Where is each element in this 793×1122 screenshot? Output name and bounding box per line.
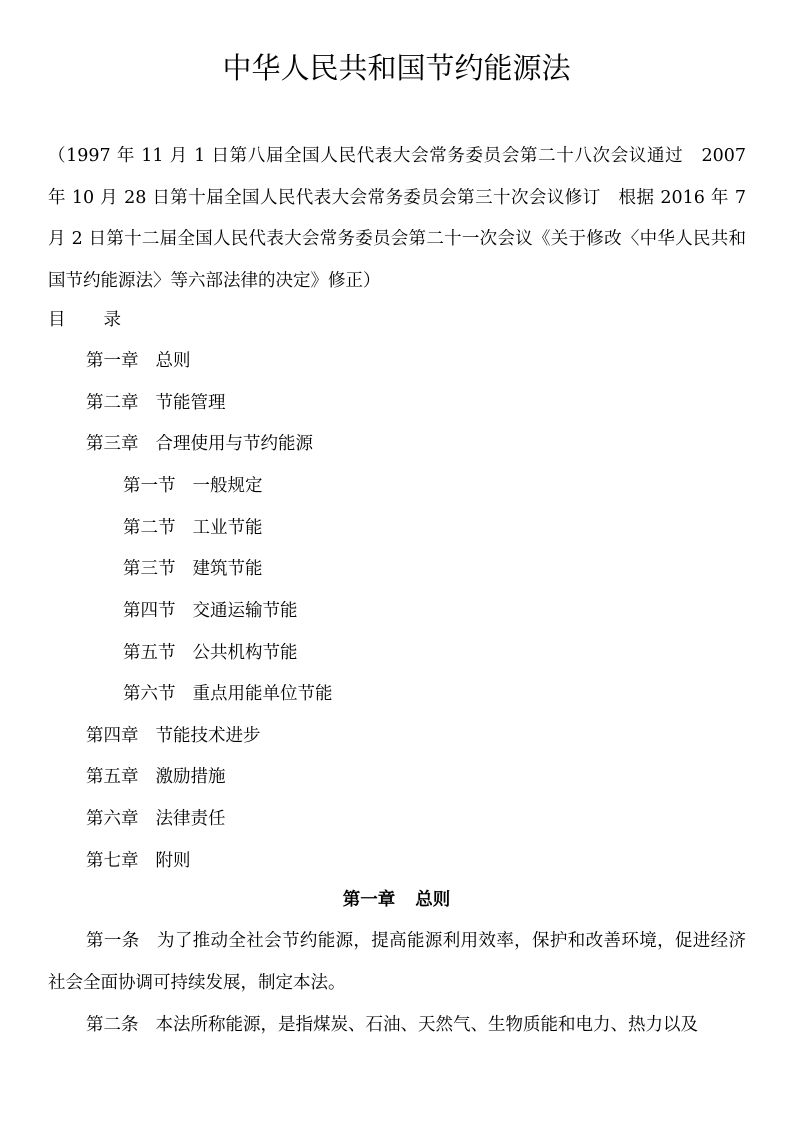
toc-entry-label: 第一章 — [86, 351, 139, 371]
toc-entry — [123, 641, 298, 665]
document-title: 中华人民共和国节约能源法 — [222, 51, 571, 85]
chapter-heading-title: 总则 — [415, 890, 451, 910]
toc-entry-title: 法律责任 — [155, 809, 226, 829]
chapter-heading — [0, 888, 793, 912]
toc-entry-title: 附则 — [155, 851, 191, 871]
article-label: 第二条 — [86, 1015, 139, 1035]
toc-entry-label: 第五节 — [123, 643, 176, 663]
toc-heading-part1: 目 — [48, 310, 66, 330]
chapter-heading-label: 第一章 — [342, 890, 396, 910]
toc-entry-title: 工业节能 — [192, 518, 263, 538]
toc-entry-label: 第七章 — [86, 851, 139, 871]
article-paragraph — [48, 921, 746, 1004]
article-text: 为了推动全社会节约能源，提高能源利用效率，保护和改善环境，促进经济社会全面协调可持续发展，制定本法。 — [48, 931, 747, 993]
toc-entry-label: 第四节 — [123, 601, 176, 621]
toc-entry-title: 节能管理 — [155, 393, 226, 413]
toc-entry-label: 第四章 — [86, 726, 139, 746]
toc-entry-title: 总则 — [155, 351, 191, 371]
toc-entry — [86, 349, 191, 373]
toc-entry-label: 第二节 — [123, 518, 176, 538]
toc-entry — [123, 682, 333, 706]
toc-entry-title: 激励措施 — [155, 767, 226, 787]
toc-entry — [86, 432, 313, 456]
toc-entry-label: 第三节 — [123, 559, 176, 579]
toc-entry-label: 第一节 — [123, 476, 176, 496]
toc-entry — [123, 557, 263, 581]
toc-entry — [123, 474, 263, 498]
toc-entry — [86, 391, 226, 415]
toc-entry — [86, 807, 226, 831]
toc-entry-label: 第五章 — [86, 767, 139, 787]
toc-entry-label: 第三章 — [86, 434, 139, 454]
toc-entry — [86, 724, 261, 748]
toc-entry-title: 公共机构节能 — [192, 643, 298, 663]
toc-entry-label: 第二章 — [86, 393, 139, 413]
preamble-note: （1997 年 11 月 1 日第八届全国人民代表大会常务委员会第二十八次会议通过 2007 年 10 月 28 日第十届全国人民代表大会常务委员会第三十次会议修订 根据 2016 年 7 月 2 日第十二届全国人民代表大会常务委员会第二十一次会议《关于修改〈中华人民共和国节约能源法〉等六部法律的决定》修正） — [48, 146, 746, 292]
toc-entry-title: 交通运输节能 — [192, 601, 298, 621]
toc-entry-label: 第六章 — [86, 809, 139, 829]
toc-heading-part2: 录 — [103, 310, 121, 330]
toc-entry — [86, 765, 226, 789]
toc-entry-title: 建筑节能 — [192, 559, 263, 579]
toc-entry-title: 节能技术进步 — [155, 726, 261, 746]
article-text: 本法所称能源，是指煤炭、石油、天然气、生物质能和电力、热力以及 — [155, 1015, 698, 1035]
toc-entry-label: 第六节 — [123, 684, 176, 704]
toc-entry — [123, 599, 298, 623]
article-label: 第一条 — [86, 931, 140, 951]
toc-entry — [123, 516, 263, 540]
toc-entry-title: 一般规定 — [192, 476, 263, 496]
article-paragraph — [48, 1005, 746, 1047]
toc-entry-title: 合理使用与节约能源 — [155, 434, 313, 454]
toc-heading — [48, 308, 121, 332]
toc-entry — [86, 849, 191, 873]
toc-entry-title: 重点用能单位节能 — [192, 684, 333, 704]
